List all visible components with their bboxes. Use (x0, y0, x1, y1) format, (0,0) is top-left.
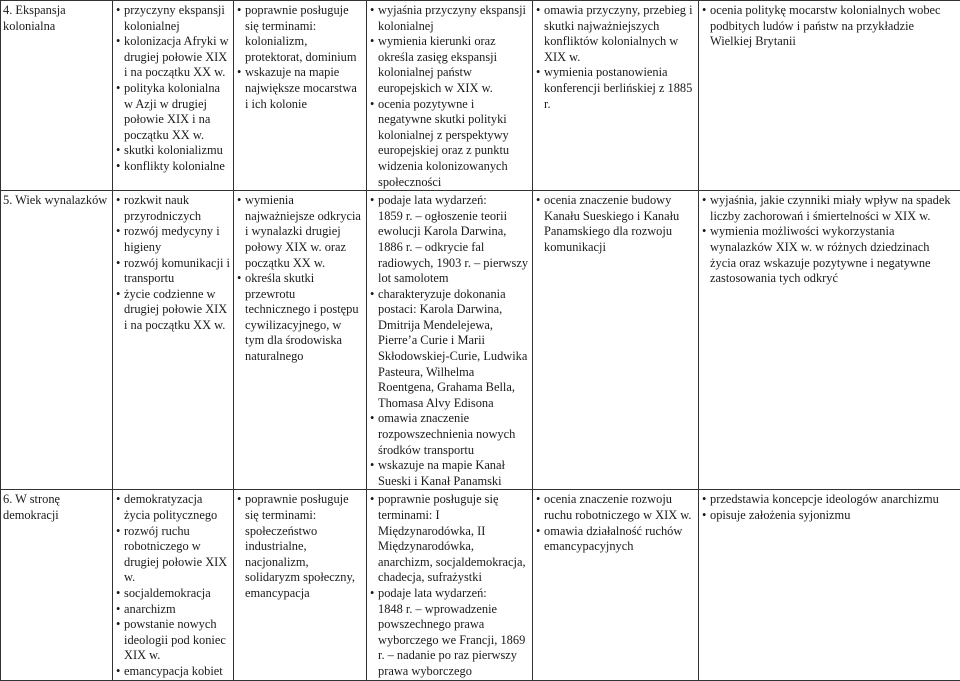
bullet-list (536, 492, 695, 554)
list-item: • demokratyzacja życia politycznego (116, 492, 230, 523)
list-item: 1848 r. – wprowadzenie powszechnego prawa wyborczego we Francji, 1869 r. – nadanie po raz pierwszy prawa wyborczego (370, 602, 529, 680)
list-item: • ocenia pozytywne i negatywne skutki polityki kolonialnej z perspektywy europejskiej oraz z punktu widzenia kolonizowanych społeczności (370, 97, 529, 191)
table-row (1, 191, 960, 490)
list-item: • przedstawia koncepcje ideologów anarchizmu (702, 492, 957, 508)
list-item: • anarchizm (116, 602, 230, 618)
col3-cell (234, 191, 367, 490)
bullet-list (237, 492, 363, 601)
list-item: • ocenia znaczenie rozwoju ruchu robotniczego w XIX w. (536, 492, 695, 523)
bullet-list (370, 492, 529, 679)
col4-cell (367, 490, 533, 680)
list-item: • rozwój komunikacji i transportu (116, 256, 230, 287)
bullet-list (116, 492, 230, 679)
list-item: • poprawnie posługuje się terminami: I Międzynarodówka, II Międzynarodówka, anarchizm, socjaldemokracja, chadecja, sufrażystki (370, 492, 529, 586)
list-item: • rozkwit nauk przyrodniczych (116, 193, 230, 224)
list-item: • konflikty kolonialne (116, 159, 230, 175)
list-item: 1859 r. – ogłoszenie teorii ewolucji Karola Darwina, 1886 r. – odkrycie fal radiowych, 1903 r. – pierwszy lot samolotem (370, 209, 529, 287)
bullet-list (536, 193, 695, 255)
list-item: • opisuje założenia syjonizmu (702, 508, 957, 524)
list-item: • emancypacja kobiet (116, 664, 230, 680)
topic-cell: 6. W stronę demokracji (1, 490, 113, 680)
col4-cell (367, 1, 533, 191)
list-item: • wymienia postanowienia konferencji berlińskiej z 1885 r. (536, 65, 695, 112)
bullet-list (237, 193, 363, 365)
col2-cell (113, 191, 234, 490)
bullet-list (536, 3, 695, 112)
col5-cell (533, 191, 699, 490)
topic-cell: 5. Wiek wynalazków (1, 191, 113, 490)
col2-cell (113, 1, 234, 191)
list-item: • poprawnie posługuje się terminami: kolonializm, protektorat, dominium (237, 3, 363, 65)
col5-cell (533, 490, 699, 680)
list-item: • wymienia możliwości wykorzystania wynalazków XIX w. w różnych dziedzinach życia oraz wskazuje pozytywne i negatywne zastosowania tych odkryć (702, 224, 957, 286)
list-item: • charakteryzuje dokonania postaci: Karola Darwina, Dmitrija Mendelejewa, Pierre’a Curie i Marii Skłodowskiej-Curie, Ludwika Pasteura, Wilhelma Roentgena, Grahama Bella, Thomasa Alvy Edisona (370, 287, 529, 412)
list-item: • poprawnie posługuje się terminami: społeczeństwo industrialne, nacjonalizm, solidaryzm społeczny, emancypacja (237, 492, 363, 601)
list-item: • kolonizacja Afryki w drugiej połowie XIX i na początku XX w. (116, 34, 230, 81)
bullet-list (702, 3, 957, 50)
bullet-list (116, 3, 230, 175)
list-item: • wymienia kierunki oraz określa zasięg ekspansji kolonialnej państw europejskich w XIX w. (370, 34, 529, 96)
list-item: • rozwój medycyny i higieny (116, 224, 230, 255)
list-item: • powstanie nowych ideologii pod koniec XIX w. (116, 617, 230, 664)
bullet-list (702, 492, 957, 523)
col6-cell (699, 1, 960, 191)
list-item: • skutki kolonializmu (116, 143, 230, 159)
list-item: • określa skutki przewrotu technicznego i postępu cywilizacyjnego, w tym dla środowiska naturalnego (237, 271, 363, 365)
list-item: • socjaldemokracja (116, 586, 230, 602)
col5-cell (533, 1, 699, 191)
list-item: • wyjaśnia przyczyny ekspansji kolonialnej (370, 3, 529, 34)
list-item: • wskazuje na mapie największe mocarstwa i ich kolonie (237, 65, 363, 112)
list-item: • przyczyny ekspansji kolonialnej (116, 3, 230, 34)
col6-cell (699, 490, 960, 680)
list-item: • ocenia politykę mocarstw kolonialnych wobec podbitych ludów i państw na przykładzie Wielkiej Brytanii (702, 3, 957, 50)
bullet-list (116, 193, 230, 333)
list-item: • omawia przyczyny, przebieg i skutki najważniejszych konfliktów kolonialnych w XIX w. (536, 3, 695, 65)
col6-cell (699, 191, 960, 490)
col3-cell (234, 1, 367, 191)
list-item: • wymienia najważniejsze odkrycia i wynalazki drugiej połowy XIX w. oraz początku XX w. (237, 193, 363, 271)
col4-cell (367, 191, 533, 490)
table-body (1, 1, 960, 681)
bullet-list (370, 193, 529, 489)
list-item: • rozwój ruchu robotniczego w drugiej połowie XIX w. (116, 524, 230, 586)
bullet-list (237, 3, 363, 112)
list-item: • podaje lata wydarzeń: (370, 586, 529, 602)
col2-cell (113, 490, 234, 680)
list-item: • życie codzienne w drugiej połowie XIX i na początku XX w. (116, 287, 230, 334)
list-item: • wskazuje na mapie Kanał Sueski i Kanał Panamski (370, 458, 529, 489)
list-item: • ocenia znaczenie budowy Kanału Sueskiego i Kanału Panamskiego dla rozwoju komunikacji (536, 193, 695, 255)
col3-cell (234, 490, 367, 680)
bullet-list (370, 3, 529, 190)
list-item: • omawia znaczenie rozpowszechnienia nowych środków transportu (370, 411, 529, 458)
list-item: • wyjaśnia, jakie czynniki miały wpływ na spadek liczby zachorowań i śmiertelności w XIX w. (702, 193, 957, 224)
list-item: • omawia działalność ruchów emancypacyjnych (536, 524, 695, 555)
table-row (1, 490, 960, 680)
list-item: • polityka kolonialna w Azji w drugiej połowie XIX i na początku XX w. (116, 81, 230, 143)
topic-cell: 4. Ekspansja kolonialna (1, 1, 113, 191)
list-item: • podaje lata wydarzeń: (370, 193, 529, 209)
table-row (1, 1, 960, 191)
bullet-list (702, 193, 957, 287)
